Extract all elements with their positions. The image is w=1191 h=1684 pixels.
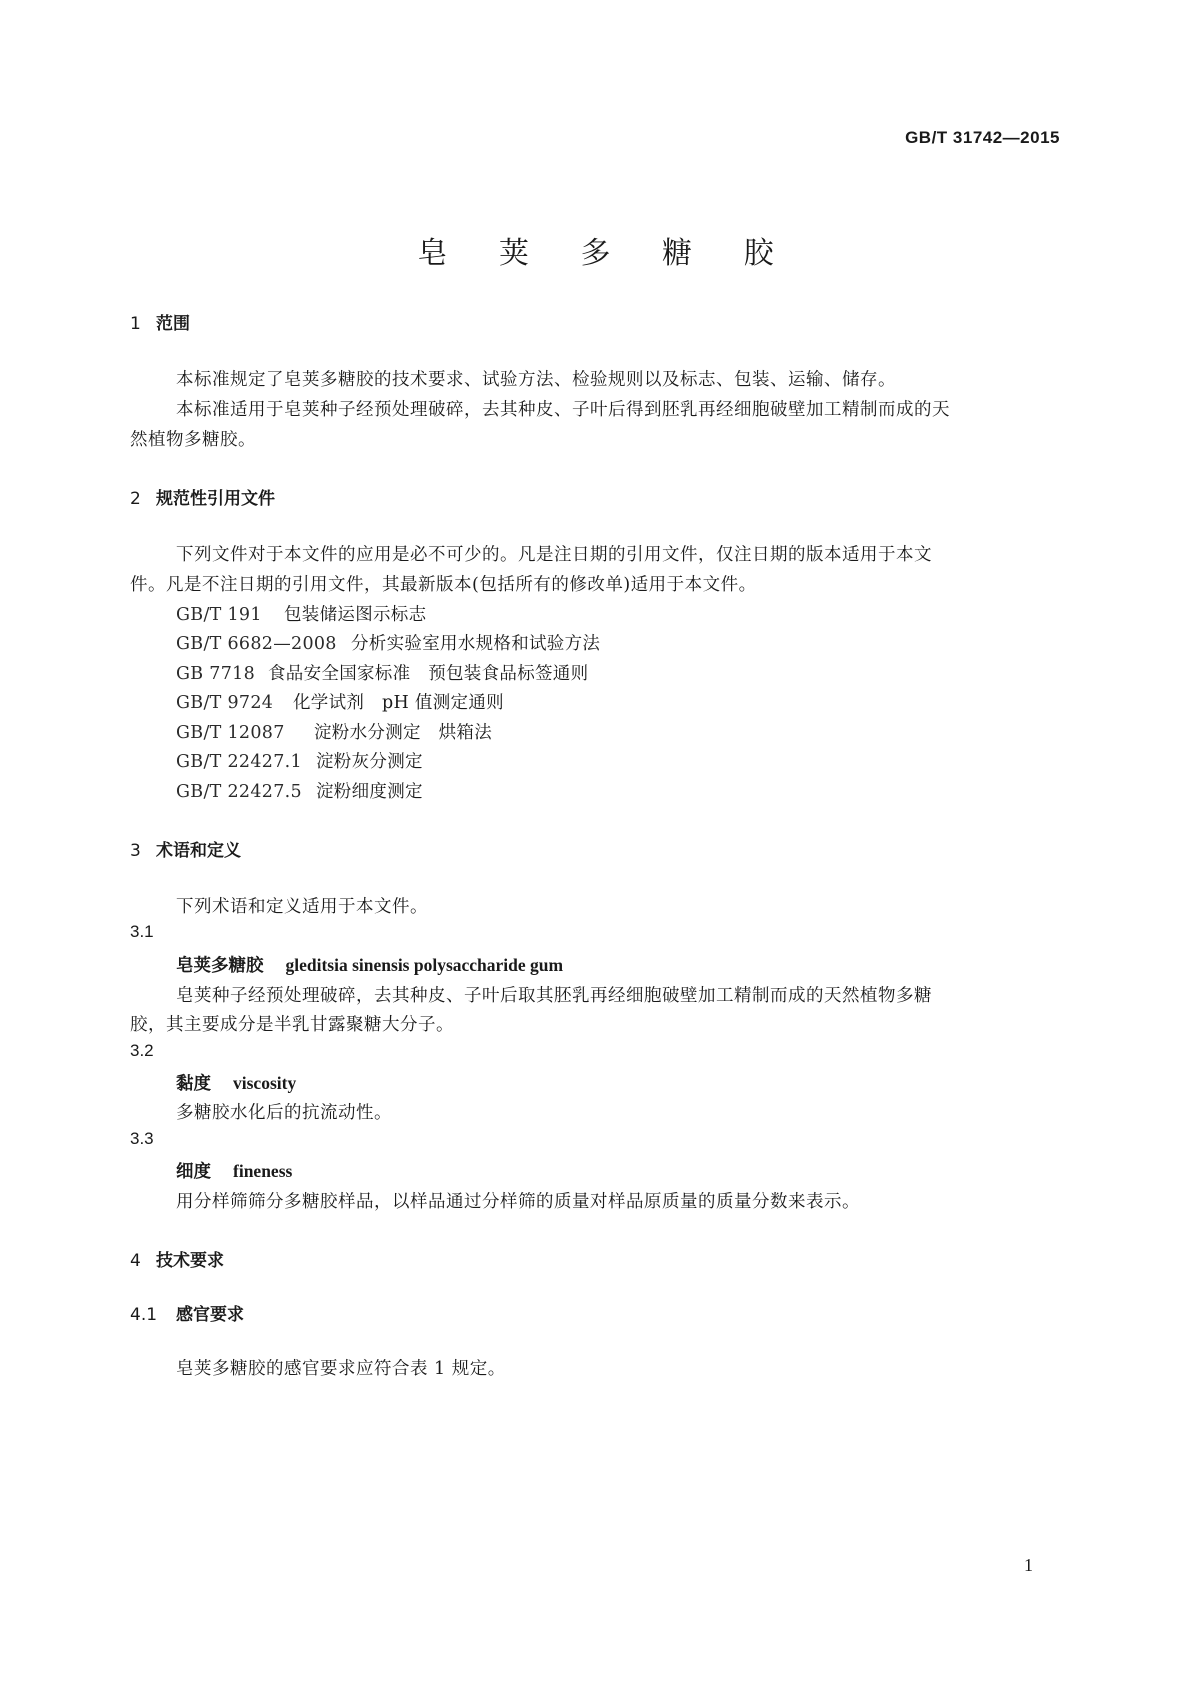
- section-1-heading: [130, 309, 190, 334]
- subsection-title: 感官要求: [176, 1305, 244, 1325]
- term-en: gleditsia sinensis polysaccharide gum: [285, 955, 564, 975]
- reference-name: 包装储运图示标志: [284, 605, 427, 625]
- reference-name: 食品安全国家标准 预包装食品标签通则: [268, 664, 589, 684]
- reference-code: GB 7718: [176, 664, 256, 684]
- normative-reference: [176, 748, 423, 773]
- term-zh: 黏度: [176, 1074, 211, 1094]
- normative-reference: [176, 630, 600, 655]
- reference-name: 淀粉水分测定 烘箱法: [314, 723, 492, 743]
- section-number: 2: [130, 489, 141, 509]
- term-en: viscosity: [233, 1073, 297, 1093]
- term-definition: 用分样筛筛分多糖胶样品，以样品通过分样筛的质量对样品原质量的质量分数来表示。: [176, 1192, 860, 1212]
- section-number: 3: [130, 841, 141, 861]
- section-title: 技术要求: [156, 1251, 224, 1271]
- document-title: 皂 荚 多 糖 胶: [417, 236, 795, 271]
- term-zh: 皂荚多糖胶: [176, 956, 264, 976]
- section-number: 4: [130, 1251, 141, 1271]
- standard-number: GB/T 31742—2015: [905, 128, 1060, 147]
- term-definition: 皂荚种子经预处理破碎，去其种皮、子叶后取其胚乳再经细胞破壁加工精制而成的天然植物多糖: [176, 986, 932, 1006]
- term-en: fineness: [233, 1161, 293, 1181]
- normative-reference: [176, 660, 588, 685]
- term-number: 3.1: [130, 922, 154, 941]
- normative-reference: [176, 778, 423, 803]
- reference-name: 化学试剂 pH 值测定通则: [293, 693, 504, 713]
- paragraph-continuation: 然植物多糖胶。: [130, 430, 256, 450]
- reference-name: 淀粉灰分测定: [316, 752, 423, 772]
- term-entry: [176, 1158, 292, 1183]
- section-3-heading: [130, 836, 241, 861]
- reference-name: 分析实验室用水规格和试验方法: [351, 634, 601, 654]
- normative-reference: [176, 689, 504, 714]
- section-2-heading: [130, 484, 275, 509]
- paragraph: 下列文件对于本文件的应用是必不可少的。凡是注日期的引用文件，仅注日期的版本适用于本文: [176, 545, 932, 565]
- term-entry: [176, 1070, 296, 1095]
- subsection-4-1-heading: [130, 1300, 244, 1325]
- page-number: 1: [1024, 1555, 1033, 1575]
- paragraph: 本标准规定了皂荚多糖胶的技术要求、试验方法、检验规则以及标志、包装、运输、储存。: [176, 370, 896, 390]
- paragraph: 皂荚多糖胶的感官要求应符合表 1 规定。: [176, 1359, 506, 1379]
- paragraph-continuation: 件。凡是不注日期的引用文件，其最新版本(包括所有的修改单)适用于本文件。: [130, 575, 757, 595]
- paragraph: 本标准适用于皂荚种子经预处理破碎，去其种皮、子叶后得到胚乳再经细胞破壁加工精制而成的天: [176, 400, 950, 420]
- term-definition: 多糖胶水化后的抗流动性。: [176, 1103, 392, 1123]
- normative-reference: [176, 601, 426, 626]
- section-title: 范围: [156, 314, 190, 334]
- subsection-number: 4.1: [130, 1305, 158, 1325]
- term-zh: 细度: [176, 1162, 211, 1182]
- section-4-heading: [130, 1246, 224, 1271]
- reference-name: 淀粉细度测定: [316, 782, 423, 802]
- term-number: 3.3: [130, 1129, 154, 1148]
- reference-code: GB/T 22427.1: [176, 752, 302, 772]
- section-title: 术语和定义: [156, 841, 241, 861]
- reference-code: GB/T 9724: [176, 693, 274, 713]
- term-definition-continuation: 胶，其主要成分是半乳甘露聚糖大分子。: [130, 1015, 454, 1035]
- section-number: 1: [130, 314, 141, 334]
- term-number: 3.2: [130, 1041, 154, 1060]
- section-title: 规范性引用文件: [156, 489, 275, 509]
- reference-code: GB/T 6682—2008: [176, 634, 337, 654]
- paragraph: 下列术语和定义适用于本文件。: [176, 897, 428, 917]
- reference-code: GB/T 22427.5: [176, 782, 302, 802]
- normative-reference: [176, 719, 492, 744]
- reference-code: GB/T 12087: [176, 723, 285, 743]
- term-entry: [176, 952, 563, 977]
- reference-code: GB/T 191: [176, 605, 262, 625]
